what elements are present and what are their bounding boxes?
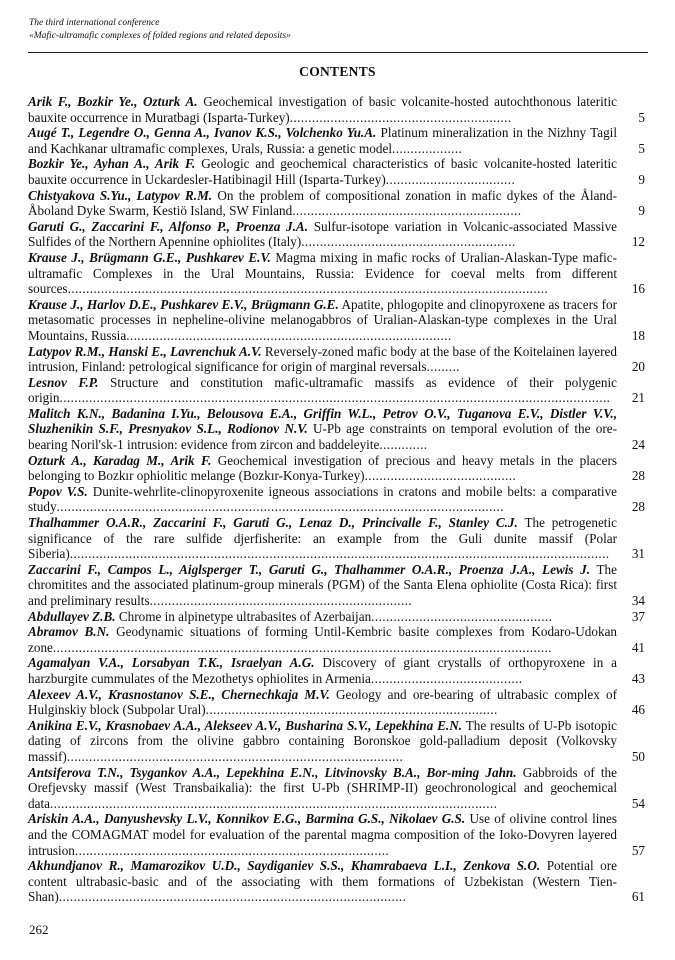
entry-title: Geologic and geochemical characteristics of basic volcanite-hosted lateritic bauxite occurrence in Uckardesler-Hatibinagil Hill (Isparta-Turkey) <box>28 156 617 187</box>
entry-title: Use of olivine control lines and the COMAGMAT model for evaluation of the parental magma composition of the Ioko-Dovyren layered intrusion <box>28 811 618 858</box>
entry-title: Potential ore content ultrabasic-basic and of the associating with them formations of Uzbekistan (Western Tien-Shan) <box>28 858 617 905</box>
entry-title: Geochemical investigation of precious and heavy metals in the placers belonging to Bozkır ophiolitic melange (Bozkır-Konya-Turkey) <box>28 452 617 484</box>
entry-title: Gabbroids of the Orefjevsky massif (West Transbaikalia): the first U-Pb (SHRIMP-II) geochronological and geochemical data <box>28 764 617 811</box>
dot-leader: .......................................................... <box>301 234 516 250</box>
dot-leader: ..................................................................................................................................................... <box>59 390 611 406</box>
entry-authors: Abdullayev Z.B. <box>28 608 116 624</box>
dot-leader: ....................................................................................................................................... <box>52 639 552 655</box>
entry-title: Dunite-wehrlite-clinopyroxenite igneous associations in cratons and mobile belts: a comparative study <box>28 483 618 515</box>
toc-entry[interactable] <box>28 687 645 718</box>
entry-authors: Anikina E.V., Krasnobaev A.A., Alekseev A.V., Busharina S.V., Lepekhina E.N. <box>28 717 463 733</box>
dot-leader: .................................................................................................................................................. <box>69 546 610 562</box>
entry-authors: Krause J., Brügmann G.E., Pushkarev E.V. <box>28 249 271 265</box>
dot-leader: ............. <box>379 437 428 453</box>
dot-leader: .............................................................. <box>292 203 522 219</box>
entry-title: Geology and ore-bearing of ultrabasic complex of Hulginskiy block (Subpolar Ural) <box>28 686 617 718</box>
entry-authors: Latypov R.M., Hanski E., Lavrenchuk A.V. <box>28 343 262 359</box>
entry-authors: Arik F., Bozkir Ye., Ozturk A. <box>28 94 198 109</box>
toc-entry[interactable] <box>28 655 645 686</box>
entry-authors: Zaccarini F., Campos L., Aiglsperger T., Garuti G., Thalhammer O.A.R., Proenza J.A., Lewis J. <box>28 561 591 577</box>
toc-entry[interactable] <box>28 718 645 765</box>
entry-title: On the problem of compositional zonation in mafic dykes of the Åland-Åboland Dyke Swarm, Kestiö Island, SW Finland <box>28 187 617 219</box>
toc-entry[interactable] <box>28 188 645 219</box>
toc-entry[interactable] <box>28 765 645 812</box>
dot-leader: ......................................................................................................................... <box>49 795 498 811</box>
entry-page: 34 <box>631 593 645 608</box>
entry-page: 41 <box>631 639 645 655</box>
entry-page: 28 <box>631 468 645 484</box>
entry-page: 20 <box>631 359 645 375</box>
dot-leader: ............................................................................... <box>205 702 498 718</box>
toc-entry[interactable] <box>28 344 645 375</box>
dot-leader: ......... <box>426 359 460 375</box>
entry-authors: Abramov B.N. <box>28 624 110 640</box>
dot-leader: ........................................................................................... <box>66 748 404 764</box>
entry-title: Apatite, phlogopite and clinopyroxene as tracers for metasomatic processes in nepheline-olivine melanogabbros of Uralian-Alaskan-type complexes in the Ural Mountains, Russia <box>28 296 617 343</box>
toc-list <box>28 94 645 905</box>
entry-title: U-Pb age constraints on temporal evolution of the ore-bearing Noril'sk-1 intrusion: evidence from zircon and baddeleyite <box>28 421 617 453</box>
entry-page: 12 <box>631 234 645 250</box>
entry-page: 57 <box>631 842 645 858</box>
running-header <box>29 17 649 42</box>
toc-entry[interactable] <box>28 453 645 484</box>
entry-page: 37 <box>631 608 645 624</box>
toc-entry[interactable] <box>28 94 645 125</box>
dot-leader: ............................................................ <box>289 109 512 125</box>
toc-entry[interactable] <box>28 406 645 453</box>
dot-leader: ................................... <box>385 171 516 187</box>
dot-leader: ....................................................................... <box>149 593 413 608</box>
toc-entry[interactable] <box>28 297 645 344</box>
toc-entry[interactable] <box>28 609 645 625</box>
toc-entry[interactable] <box>28 156 645 187</box>
entry-title: Reversely-zoned mafic body at the base of the Koitelainen layered intrusion, Finland: petrological significance for origin of marginal reversals <box>28 343 617 375</box>
entry-page: 24 <box>631 437 645 453</box>
entry-title: Geochemical investigation of basic volcanite-hosted autochthonous lateritic bauxite occurrence in Muratbagi (Isparta-Turkey) <box>28 94 617 125</box>
entry-authors: Thalhammer O.A.R., Zaccarini F., Garuti G., Lenaz D., Princivalle F., Stanley C.J. <box>28 515 518 531</box>
toc-entry[interactable] <box>28 125 645 156</box>
entry-authors: Augé T., Legendre O., Genna A., Ivanov K.S., Volchenko Yu.A. <box>28 125 377 141</box>
entry-page: 21 <box>631 390 645 406</box>
entry-title: Sulfur-isotope variation in Volcanic-associated Massive Sulfides of the Northern Apennine ophiolites (Italy) <box>28 218 618 250</box>
toc-entry[interactable] <box>28 484 645 515</box>
entry-title: Structure and constitution mafic-ultramafic massifs as evidence of their polygenic origin <box>28 374 618 406</box>
entry-page: 5 <box>638 140 645 156</box>
entry-title: Discovery of giant crystalls of orthopyroxene in a harzburgite cummulates of the Mezothetys ophiolites in Armenia <box>28 655 618 686</box>
dot-leader: .................................................................................................................................. <box>67 281 549 297</box>
toc-entry[interactable] <box>28 858 645 905</box>
toc-entry[interactable] <box>28 624 645 655</box>
entry-authors: Alexeev A.V., Krasnostanov S.E., Chernechkaja M.V. <box>28 686 330 702</box>
dot-leader: ................... <box>392 140 463 156</box>
entry-page: 61 <box>631 889 645 905</box>
contents-heading: CONTENTS <box>299 64 376 79</box>
entry-title: The petrogenetic significance of the rare sulfide djerfisherite: an example from the Guli dunite massif (Polar Siberia) <box>28 515 617 562</box>
entry-page: 16 <box>631 281 645 297</box>
header-rule <box>28 52 648 53</box>
entry-page: 18 <box>631 327 645 343</box>
toc-entry[interactable] <box>28 562 645 609</box>
entry-authors: Ariskin A.A., Danyushevsky L.V., Konnikov E.G., Barmina G.S., Nikolaev G.S. <box>28 811 466 827</box>
entry-page: 43 <box>631 670 645 686</box>
header-topic-line: «Mafic-ultramafic complexes of folded regions and related deposits» <box>29 30 291 41</box>
entry-page: 31 <box>631 546 645 562</box>
entry-title: Magma mixing in mafic rocks of Uralian-Alaskan-Type mafic-ultramafic Complexes in the Ural Mountains, Russia: Evidence for coeval melts from different sources <box>28 249 618 297</box>
entry-authors: Garuti G., Zaccarini F., Alfonso P., Proenza J.A. <box>28 218 308 234</box>
toc-entry[interactable] <box>28 811 645 858</box>
entry-title: The chromitites and the associated platinum-group minerals (PGM) of the Santa Elena ophiolite (Costa Rica): first and preliminary results <box>28 561 617 608</box>
entry-page: 9 <box>638 203 645 219</box>
dot-leader: ......................................... <box>364 468 517 484</box>
dot-leader: ........................................................................................ <box>126 327 452 343</box>
entry-page: 9 <box>638 171 645 187</box>
dot-leader: ......................................... <box>370 670 523 686</box>
header-conference-line: The third international conference <box>29 18 160 28</box>
entry-title: Platinum mineralization in the Nizhny Tagil and Kachkanar ultramafic complexes, Urals, Russia: a genetic model <box>28 125 617 156</box>
entry-title: Chrome in alpinetype ultrabasites of Azerbaijan <box>118 608 372 624</box>
dot-leader: ................................................. <box>371 608 553 624</box>
entry-authors: Agamalyan V.A., Lorsabyan T.K., Israelyan A.G. <box>28 655 315 671</box>
dot-leader: ......................................................................................................................... <box>56 499 504 515</box>
entry-page: 54 <box>631 795 645 811</box>
entry-page: 46 <box>631 702 645 718</box>
entry-authors: Lesnov F.P. <box>28 374 99 390</box>
entry-authors: Bozkir Ye., Ayhan A., Arik F. <box>28 156 196 172</box>
toc-entry[interactable] <box>28 515 645 562</box>
dot-leader: ..................................................................................... <box>74 842 390 858</box>
toc-entry[interactable] <box>28 375 645 406</box>
entry-authors: Ozturk A., Karadag M., Arik F. <box>28 452 212 468</box>
entry-authors: Antsiferova T.N., Tsygankov A.A., Lepekhina E.N., Litvinovsky B.A., Bor-ming Jahn. <box>28 764 517 780</box>
page-number: 262 <box>29 922 49 937</box>
entry-authors: Akhundjanov R., Mamarozikov U.D., Saydiganiev S.S., Khamrabaeva L.I., Zenkova S.O. <box>28 858 541 874</box>
entry-authors: Popov V.S. <box>28 483 88 499</box>
entry-page: 5 <box>638 109 645 125</box>
entry-page: 28 <box>631 499 645 515</box>
entry-title: Geodynamic situations of forming Until-Kembric basite complexes from Kodaro-Udokan zone <box>28 624 618 655</box>
entry-authors: Krause J., Harlov D.E., Pushkarev E.V., Brügmann G.E. <box>28 296 339 312</box>
dot-leader: .............................................................................................. <box>58 889 407 905</box>
entry-title: The results of U-Pb isotopic dating of zircons from the olivine gabbro containing Boronskoe gold-palladium deposit (Volkovsky massif) <box>28 717 617 764</box>
toc-entry[interactable] <box>28 219 645 250</box>
entry-authors: Malitch K.N., Badanina I.Yu., Belousova E.A., Griffin W.L., Petrov O.V., Tuganova E.V., Distler V.V., Sluzhenikin S.F., Presnyakov S.L., Rodionov N.V. <box>28 405 617 437</box>
entry-page: 50 <box>631 748 645 764</box>
entry-authors: Chistyakova S.Yu., Latypov R.M. <box>28 187 213 203</box>
toc-entry[interactable] <box>28 250 645 297</box>
